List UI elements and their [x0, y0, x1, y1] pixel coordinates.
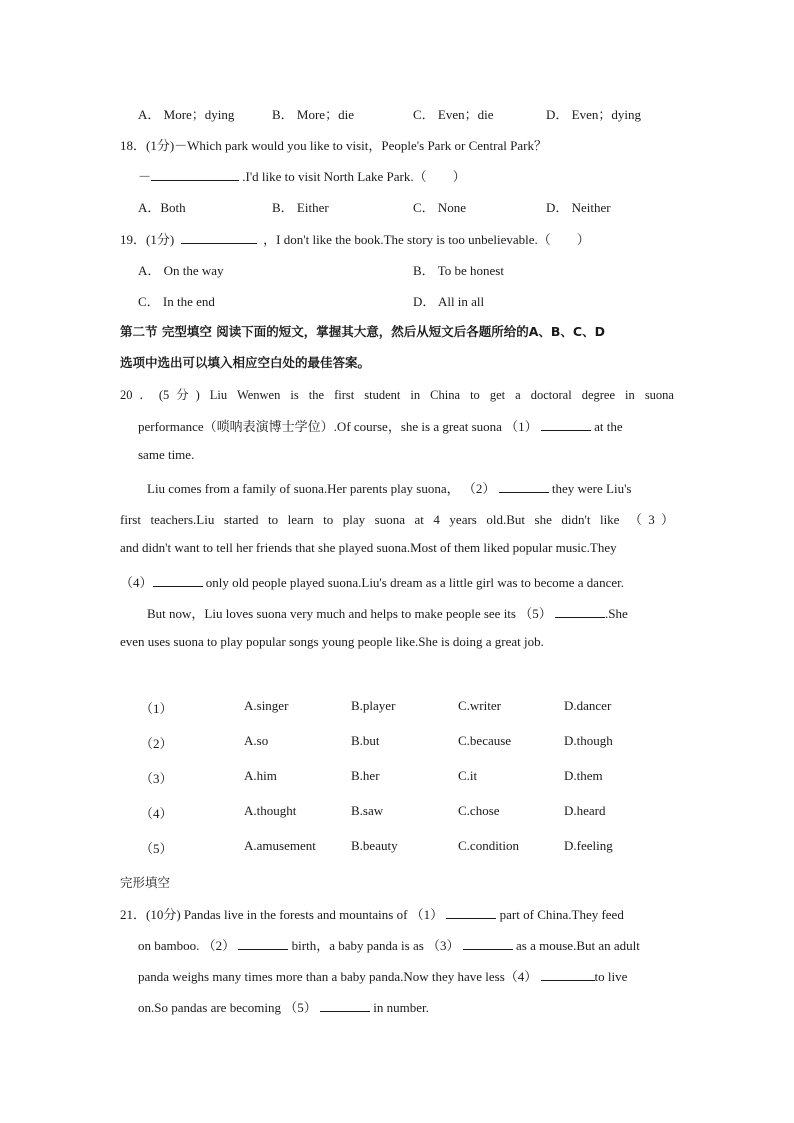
- choice-c: C.chose: [458, 803, 500, 818]
- q21-blank-5: [320, 999, 370, 1012]
- q21-blank-4: [541, 968, 595, 981]
- q20-line1: 20．(5分) Liu Wenwen is the first student in China to get a doctoral degree in suona: [120, 388, 674, 402]
- q18-option-b: B． Either: [272, 200, 329, 215]
- q19-blank: [181, 231, 257, 244]
- q19-option-a: A． On the way: [138, 263, 224, 278]
- q20-line3: same time.: [138, 447, 195, 462]
- q20-p2-line4: （4） only old people played suona.Liu's dream as a little girl was to become a dancer.: [120, 575, 624, 590]
- choice-a: A.thought: [244, 803, 297, 818]
- q19-stem: 19．(1分) ，I don't like the book.The story is too unbelievable.（ ）: [120, 232, 590, 247]
- section2-heading-line2: 选项中选出可以填入相应空白处的最佳答案。: [120, 355, 371, 370]
- choice-b: B.saw: [351, 803, 384, 818]
- choice-number: （4）: [140, 806, 173, 821]
- choice-c: C.it: [458, 768, 478, 783]
- q20-blank-4: [153, 574, 203, 587]
- q21-line1: 21．(10分) Pandas live in the forests and mountains of （1） part of China.They feed: [120, 907, 624, 922]
- choice-b: B.beauty: [351, 838, 398, 853]
- choice-a: A.him: [244, 768, 277, 783]
- cloze-heading: 完形填空: [120, 875, 171, 890]
- q17-option-c: C． Even；die: [413, 107, 494, 122]
- choice-number: （1）: [140, 701, 173, 716]
- q18-answer-line: － .I'd like to visit North Lake Park.（ ）: [138, 169, 466, 184]
- choice-d: D.though: [564, 733, 613, 748]
- q20-blank-1: [541, 418, 591, 431]
- q20-blank-5: [555, 605, 605, 618]
- q20-p2-line3: and didn't want to tell her friends that she played suona.Most of them liked popular music.They: [120, 540, 617, 555]
- choice-d: D.dancer: [564, 698, 612, 713]
- q17-option-d: D． Even；dying: [546, 107, 641, 122]
- choice-b: B.her: [351, 768, 380, 783]
- section2-heading-line1: 第二节 完型填空 阅读下面的短文，掌握其大意，然后从短文后各题所给的A、B、C、D: [120, 324, 605, 339]
- choice-d: D.feeling: [564, 838, 613, 853]
- q21-blank-3: [463, 937, 513, 950]
- q18-stem: 18．(1分)－Which park would you like to visit，People's Park or Central Park？: [120, 138, 547, 153]
- choice-b: B.but: [351, 733, 380, 748]
- choice-d: D.heard: [564, 803, 606, 818]
- q18-blank: [151, 168, 239, 181]
- choice-c: C.writer: [458, 698, 501, 713]
- q21-line2: on bamboo. （2） birth，a baby panda is as （3） as a mouse.But an adult: [138, 938, 640, 953]
- q20-p2-line2: first teachers.Liu started to learn to play suona at 4 years old.But she didn't like （3）: [120, 512, 674, 527]
- q18-option-d: D． Neither: [546, 200, 611, 215]
- choice-a: A.so: [244, 733, 269, 748]
- q18-option-c: C． None: [413, 200, 467, 215]
- choice-a: A.amusement: [244, 838, 316, 853]
- q21-blank-2: [238, 937, 288, 950]
- q20-line2: performance（唢呐表演博士学位）.Of course，she is a great suona （1） at the: [138, 419, 623, 434]
- q19-option-c: C． In the end: [138, 294, 215, 309]
- q20-p3-line1: But now，Liu loves suona very much and helps to make people see its （5） .She: [147, 606, 628, 621]
- choice-c: C.because: [458, 733, 512, 748]
- q20-blank-2: [499, 480, 549, 493]
- choice-d: D.them: [564, 768, 603, 783]
- choice-a: A.singer: [244, 698, 289, 713]
- q20-p2-line1: Liu comes from a family of suona.Her parents play suona， （2） they were Liu's: [147, 481, 632, 496]
- q21-line3: panda weighs many times more than a baby panda.Now they have less（4） to live: [138, 969, 628, 984]
- q18-option-a: A．Both: [138, 200, 186, 215]
- q21-line4: on.So pandas are becoming （5） in number.: [138, 1000, 429, 1015]
- choice-b: B.player: [351, 698, 396, 713]
- choice-number: （3）: [140, 771, 173, 786]
- q19-option-b: B． To be honest: [413, 263, 504, 278]
- q19-option-d: D． All in all: [413, 294, 485, 309]
- choice-c: C.condition: [458, 838, 520, 853]
- q20-p3-line2: even uses suona to play popular songs young people like.She is doing a great job.: [120, 634, 544, 649]
- choice-number: （2）: [140, 736, 173, 751]
- q17-option-b: B． More；die: [272, 107, 354, 122]
- choice-number: （5）: [140, 841, 173, 856]
- q17-option-a: A． More；dying: [138, 107, 235, 122]
- q21-blank-1: [446, 906, 496, 919]
